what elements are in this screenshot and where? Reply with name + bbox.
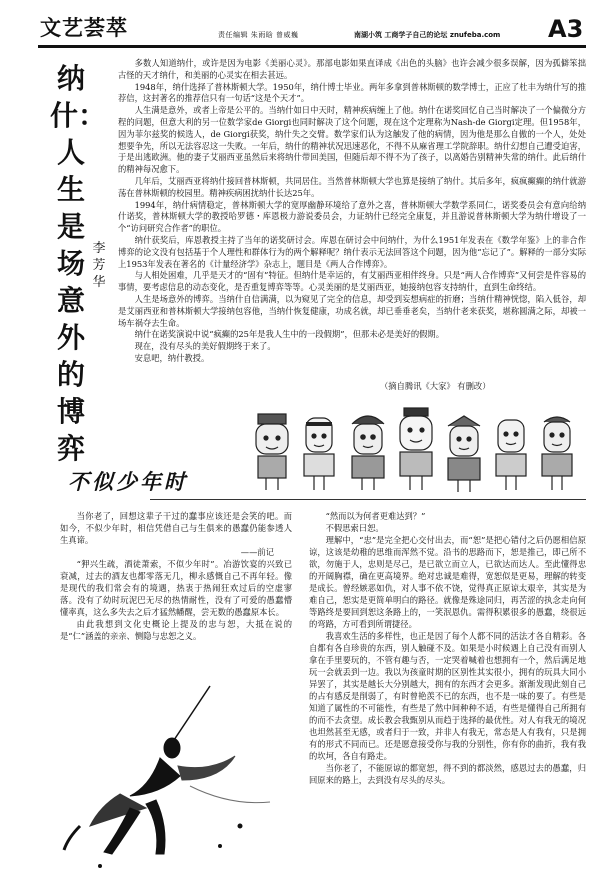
paragraph: 人生是场意外的博弈。当纳什自信满满，以为窥见了完全的信息，却受到妄想病症的折磨；当纳什精神恍惚，陷入低谷，却是艾丽西亚和普林斯顿大学接纳包容他，当纳什恢复健康，功成名就，却已垂垂老矣，当纳什老来获奖，堪称圆满之际，却被一场车祸夺去生命。 <box>118 293 586 328</box>
article2-title: 不似少年时 <box>68 470 188 494</box>
article1-body <box>118 58 586 365</box>
section-title: 文艺荟萃 <box>40 16 128 40</box>
paragraph: 当你老了，回想这辈子干过的蠢事应该还是会笑的吧。而如今，不似少年时，相信凭借自己与生俱来的愚蠢仍能参透人生真谛。 <box>60 511 292 545</box>
article1-source: （摘自腾讯《大家》 有删改） <box>380 381 491 391</box>
article1-title: 纳什：人生是场意外的博弈 <box>50 62 107 465</box>
paragraph: 几年后，艾丽西亚将纳什接回普林斯顿，共同居住。当然普林斯顿大学也算是接纳了纳什。其后多年，疯疯癫癫的纳什就游荡在普林斯顿的校园里。精神疾病困扰纳什长达25年。 <box>118 175 586 198</box>
paragraph: 纳什获奖后，库恩教授主持了当年的诺奖研讨会。库恩在研讨会中问纳什，为什么1951年发表在《数学年鉴》上的非合作博弈的论文没有包括基于个人理性和群体行为的两个解释呢？纳什表示无法回答这个问题，因为他“忘记了”。解释的一部分实际上1953年发表在著名的《计量经济学》杂志上，题目是《两人合作博弈》。 <box>118 234 586 269</box>
header-rule <box>38 45 586 48</box>
paragraph: 与人相处困难，几乎是天才的“固有”特征。但纳什是幸运的，有艾丽西亚相伴终身。只是“两人合作博弈”又何尝是件容易的事情，要考虑信息的动态变化，是否重复博弈等等。心灵美丽的是艾丽西亚，她接纳包容支持纳什，直到生命终结。 <box>118 270 586 293</box>
banner-rule <box>150 499 586 500</box>
preface-label: ——前记 <box>240 547 274 557</box>
paragraph: 纳什在诺奖演说中说“疯癫的25年是我人生中的一段假期”，但那未必是美好的假期。 <box>134 329 445 340</box>
editor-credits: 责任编辑 朱雨晗 曾威巍 <box>218 31 299 39</box>
paper-slogan: 南湖小筑 工商学子自己的论坛 znufeba.com <box>354 31 501 39</box>
paragraph: 现在，没有尽头的美好假期终于来了。 <box>134 341 276 352</box>
paragraph: “狎兴生疏，酒徒萧索，不似少年时”。冶游饮宴的兴致已衰减，过去的酒友也都零落无几，柳永感慨自己不再年轻。像是现代的我们常会有的境遇，热衷于热闹狂欢过后的空虚寥落。没有了幼时玩泥巴无尽的热情耐性，没有了可爱的愚蠢懵懂率真，这么多失去之后才猛然幡醒，尝无数的愚蠢原本长。 <box>60 559 292 617</box>
paragraph: “然而以为何者更难达到？” <box>325 511 426 521</box>
article2-left-column <box>60 510 292 642</box>
paragraph: 当你老了，不能原谅的都宽恕，得不到的都淡然，感恩过去的愚蠢，归回原来的路上，去到没有尽头的尽头。 <box>309 763 586 785</box>
paragraph: 1994年，纳什病情稳定，普林斯顿大学的宽厚幽静环境给了意外之喜，普林斯顿大学数学系同仁，诺奖委员会有意向给纳什诺奖，普林斯顿大学的教授哈罗德・库恩极力游说委员会，力证纳什已经完全康复，并且游说普林斯顿大学为纳什增设了一个“访问研究合作者”的职位。 <box>118 199 586 234</box>
paragraph: 我喜欢生活的多样性，也正是因了每个人都不同的活法才各自精彩。各自都有各自珍贵的东西，别人触碰不及。如果是小时候遇上自己没有而别人拿在手里要玩的，不管有趣与否，一定哭着喊着也想拥有一个，然后满足地玩一会就丢到一边。我以为孩童时期的区别性其实很小，拥有的玩具大同小异罢了，其实是越长大分别越大，拥有的东西才会更多。渐渐发现此刻自己的占有感反是削弱了，有时曾艳羡不已的东西，也不是一味的要了。有些是知道了属性的不可能性，有些是了然中间种种不适，有些是懂得自己所拥有的而不去贪望。成长教会我甄别从而趋于选择的最优性。对人有我无的境况也坦然甚至无感，或者归于一致，并非人有我无，常态是人有我有，只是拥有的形式不同而已。还是愿意接受你与我的分别性，你有你的曲折，我有我的坎坷，各自有路走。 <box>309 631 586 761</box>
paragraph: 安息吧，纳什教授。 <box>134 352 210 363</box>
paragraph: 1948年，纳什选择了普林斯顿大学。1950年，纳什博士毕业。两年多拿到普林斯顿的数学博士，正应了杜丰为纳什写的推荐信，这封著名的推荐信只有一句话“这是个天才”。 <box>118 81 586 104</box>
article2-right-column <box>309 510 586 786</box>
paragraph: 理解中，“忠”是完全把心交付出去，而“恕”是把心错付之后仍愿相信原谅，这该是幼稚的思维而浑然不觉。沿书的思路而下，恕是推己，即己所不欲，勿施于人，忠则是尽己，是已欲立而立人，已欲达而达人。至此懂得忠的开阔胸襟，确在更高境界。绝对忠诚是难得，宽恕似是更易，理解的转变是成长。曾经嫉恶如仇，对人事不依不饶，觉得真正原谅太艰辛，其实是为难自己，恕实是更简单明白的路径。就像是殊途同归，再苦涩的执念走向何等路终是要回到恕这条路上的，一笑泯恩仇。需得积累很多的愚蠢，绕很远的弯路，方可看到所谓捷径。 <box>309 535 586 629</box>
paragraph: 人生满是意外，或者上帝是公平的。当纳什如日中天时，精神疾病缠上了他。纳什在诺奖回忆自己当时解决了一个偏微分方程的问题，但意大利的另一位数学家de Giorgi也同时解决了这个问题，现在这个定理称为Nash-de Giorgi定理。但1958年，因为菲尔兹奖的候选人，de Giorgi获奖，纳什失之交臂。数学家们认为这触发了他的病情，因为他是那么自傲的一个人，处处想要争先，所以无法容忍这一失败。一年后，纳什的精神状况迅速恶化，不得不从麻省理工学院辞职。纳什幻想自己遭受迫害，于是出逃欧洲。他的妻子艾丽西亚虽然后来将纳什带回美国，但随后却不得不为了孩子，以离婚告别精神失常的纳什。此后纳什的精神每况愈下。 <box>118 105 586 175</box>
paragraph: 不假思索曰恕。 <box>325 523 384 533</box>
page-number: A3 <box>548 15 584 43</box>
article1-author: 李芳华 <box>92 241 106 290</box>
ink-rider-illustration <box>60 676 292 876</box>
paragraph: 由此我想到文化史概论上提及的忠与恕，大抵在说的是“仁”涵盖的亲亲、恻隐与忠恕之义。 <box>60 619 292 641</box>
paragraph: 多数人知道纳什，或许是因为电影《美丽心灵》。那部电影如果直译成《出色的头脑》也许会减少很多误解，因为孤僻笨拙古怪的天才纳什，和美丽的心灵实在相去甚远。 <box>118 58 586 80</box>
cartoon-figures-illustration <box>248 402 586 496</box>
